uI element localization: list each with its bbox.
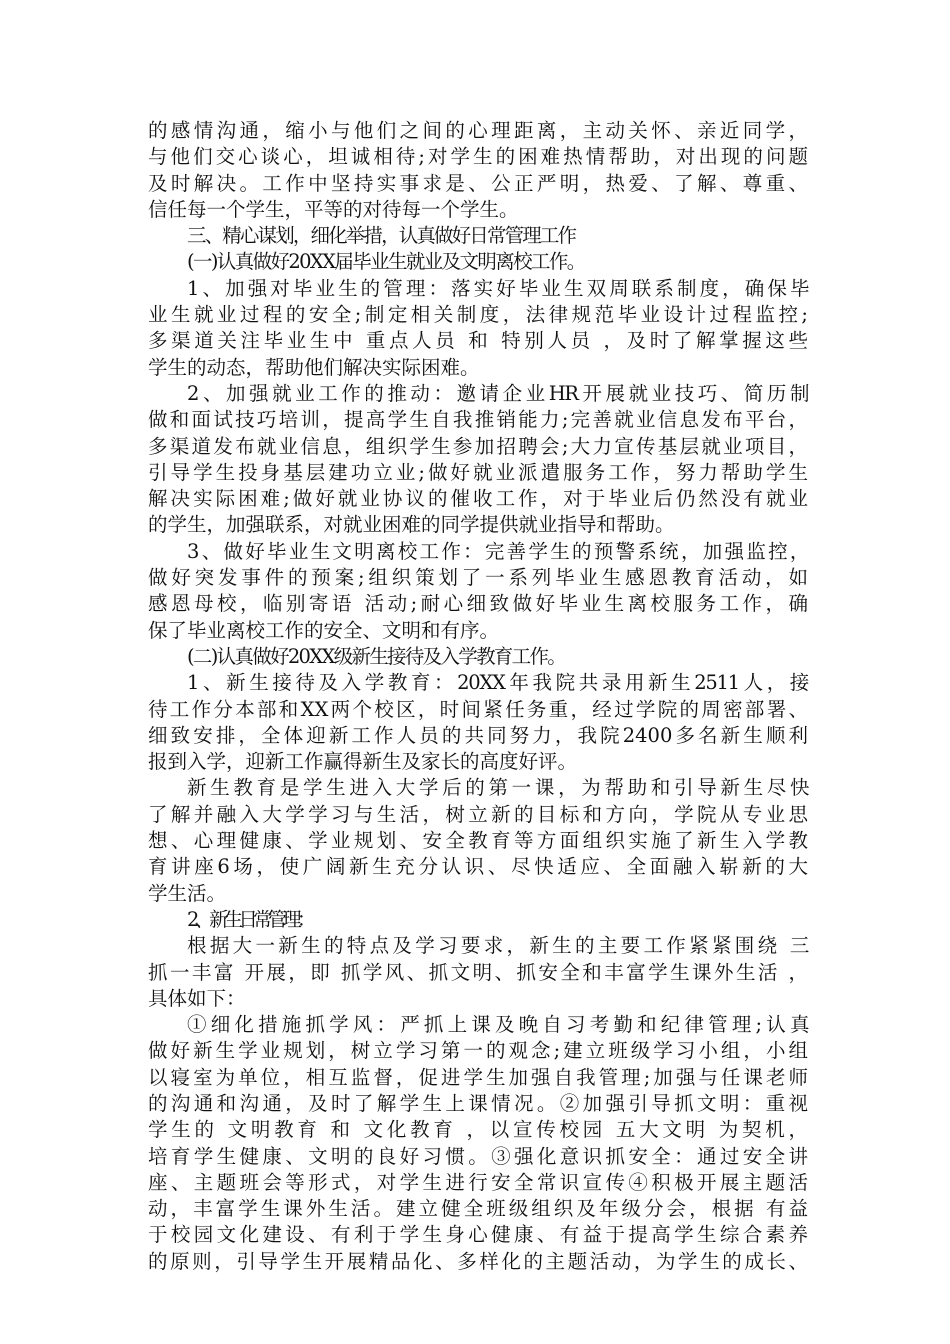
text-line: 及时解决。工作中坚持实事求是、公正严明，热爱、了解、尊重、: [148, 171, 808, 195]
text-line: 根据大一新生的特点及学习要求，新生的主要工作紧紧围绕 三: [187, 934, 808, 958]
text-line: 做好新生学业规划，树立学习第一的观念;建立班级学习小组，小组: [148, 1039, 808, 1063]
text-line: 做和面试技巧培训，提高学生自我推销能力;完善就业信息发布平台，: [148, 408, 808, 432]
text-line: 的学生，加强联系，对就业困难的同学提供就业指导和帮助。: [148, 513, 675, 537]
text-line: 座、主题班会等形式，对学生进行安全常识宣传④积极开展主题活: [148, 1170, 808, 1194]
text-line: 学生的动态，帮助他们解决实际困难。: [148, 355, 480, 379]
text-line: 多渠道发布就业信息，组织学生参加招聘会;大力宣传基层就业项目，: [148, 434, 808, 458]
text-line: ①细化措施抓学风：严抓上课及晚自习考勤和纪律管理;认真: [187, 1013, 808, 1037]
text-line: 新生教育是学生进入大学后的第一课，为帮助和引导新生尽快: [187, 776, 808, 800]
text-line: 3、做好毕业生文明离校工作：完善学生的预警系统，加强监控，: [187, 539, 808, 563]
text-line: 引导学生投身基层建功立业;做好就业派遣服务工作，努力帮助学生: [148, 460, 808, 484]
text-line: 抓一丰富 开展，即 抓学风、抓文明、抓安全和丰富学生课外生活 ，: [148, 960, 808, 984]
text-line: 于校园文化建设、有利于学生身心健康、有益于提高学生综合素养: [148, 1223, 808, 1247]
text-line: 待工作分本部和XX两个校区，时间紧任务重，经过学院的周密部署、: [148, 697, 808, 721]
text-line: 信任每一个学生，平等的对待每一个学生。: [148, 197, 519, 221]
text-line: 的感情沟通，缩小与他们之间的心理距离，主动关怀、亲近同学，: [148, 119, 808, 142]
text-line: 学生活。: [148, 881, 227, 905]
text-line: 2、加强就业工作的推动：邀请企业HR开展就业技巧、简历制: [187, 381, 808, 405]
text-line: 2、新生日常管理：: [187, 907, 312, 931]
text-line: 育讲座6场，使广阔新生充分认识、尽快适应、全面融入崭新的大: [148, 855, 808, 879]
text-line: 具体如下：: [148, 986, 246, 1010]
text-line: 了解并融入大学学习与生活，树立新的目标和方向，学院从专业思: [148, 802, 808, 826]
text-line: 业生就业过程的安全;制定相关制度，法律规范毕业设计过程监控;: [148, 303, 808, 327]
text-line: 学生的 文明教育 和 文化教育 ，以宣传校园 五大文明 为契机，: [148, 1118, 808, 1142]
document-body: [148, 118, 808, 1275]
text-line: 与他们交心谈心，坦诚相待;对学生的困难热情帮助，对出现的问题: [148, 145, 808, 169]
text-line: 的原则，引导学生开展精品化、多样化的主题活动，为学生的成长、: [148, 1249, 808, 1273]
text-line: 保了毕业离校工作的安全、文明和有序。: [148, 618, 500, 642]
text-line: 报到入学，迎新工作赢得新生及家长的高度好评。: [148, 750, 578, 774]
text-line: 解决实际困难;做好就业协议的催收工作，对于毕业后仍然没有就业: [148, 487, 808, 511]
text-line: (二)认真做好20XX级新生接待及入学教育工作。: [187, 644, 566, 668]
text-line: 以寝室为单位，相互监督，促进学生加强自我管理;加强与任课老师: [148, 1065, 808, 1089]
text-line: 做好突发事件的预案;组织策划了一系列毕业生感恩教育活动，如: [148, 566, 808, 590]
text-line: 三、精心谋划，细化举措，认真做好日常管理工作: [187, 224, 576, 248]
text-line: 培育学生健康、文明的良好习惯。③强化意识抓安全：通过安全讲: [148, 1144, 808, 1168]
text-line: 1、新生接待及入学教育：20XX年我院共录用新生2511人，接: [187, 671, 808, 695]
text-line: 多渠道关注毕业生中 重点人员 和 特别人员 ，及时了解掌握这些: [148, 329, 808, 353]
text-line: 的沟通和沟通，及时了解学生上课情况。②加强引导抓文明：重视: [148, 1091, 808, 1115]
text-line: 感恩母校，临别寄语 活动;耐心细致做好毕业生离校服务工作，确: [148, 592, 808, 616]
text-line: 想、心理健康、学业规划、安全教育等方面组织实施了新生入学教: [148, 829, 808, 853]
text-line: 1、加强对毕业生的管理：落实好毕业生双周联系制度，确保毕: [187, 276, 808, 300]
text-line: 动，丰富学生课外生活。建立健全班级组织及年级分会，根据 有益: [148, 1197, 808, 1221]
text-line: 细致安排，全体迎新工作人员的共同努力，我院2400多名新生顺利: [148, 723, 808, 747]
text-line: (一)认真做好20XX届毕业生就业及文明离校工作。: [187, 250, 585, 274]
